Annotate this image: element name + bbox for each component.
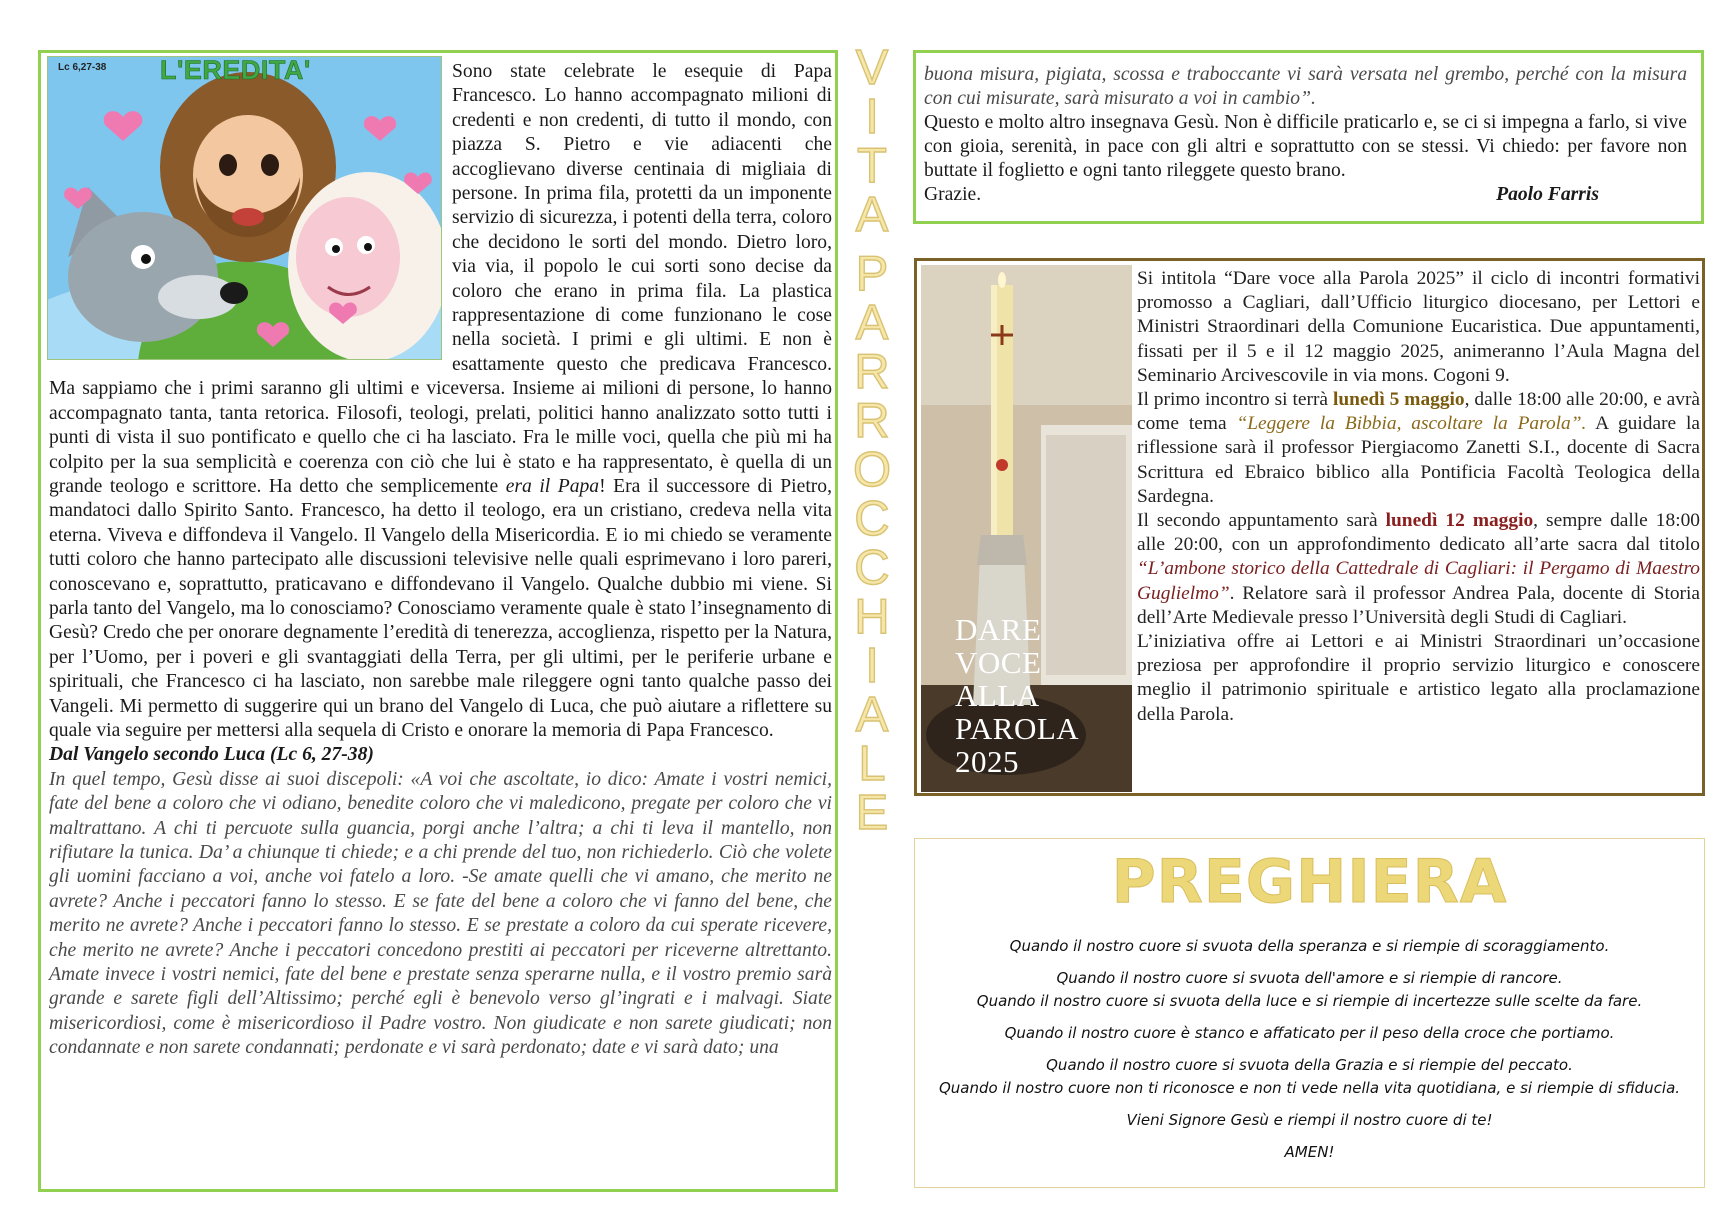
photo-caption (955, 613, 1079, 778)
photo-caption-line: ALLA (955, 678, 1040, 713)
vertical-letter: A (855, 296, 889, 350)
prayer-text (915, 935, 1704, 1164)
gospel-text: In quel tempo, Gesù disse ai suoi discepoli: «A voi che ascoltate, io dico: Amate i vostri nemici, fate del bene a coloro che vi odiano, benedite coloro che vi maledicono, pregate per coloro che vi maltrattano. A chi ti percuote sulla guancia, porgi anche l’altra; a chi ti leva il mantello, non rifiutare la tunica. Da’ a chiunque ti chiede; e a chi prende del tuo, non richiederlo. Ciò che volete gli uomini facciano a voi, anche voi fatelo a loro. -Se amate quelli che vi amano, che merito ne avrete? Anche i peccatori fanno lo stesso. E se fate del bene a coloro che vi fanno del bene, che merito ne avrete? Anche i peccatori fanno lo stesso. E se prestate a coloro da cui sperate ricevere, che merito ne avrete? Anche i peccatori concedono prestiti ai peccatori per riceverne altrettanto. Amate invece i vostri nemici, fate del bene e prestate senza sperarne nulla, e il vostro premio sarà grande e sarete figli dell’Altissimo; perché egli è benevolo verso gl’ingrati e i malvagi. Siate misericordiosi, come è misericordioso il Padre vostro. Non giudicate e non sarete giudicati; non condannate e non sarete condannati; perdonate e vi sarà perdonato; date e vi sarà dato; una (49, 768, 832, 1059)
prayer-box (914, 838, 1705, 1188)
article-italic-phrase: era il Papa (505, 475, 600, 497)
event-paragraph-1: Si intitola “Dare voce alla Parola 2025” il ciclo di incontri formativi promosso a Cagliari, dall’Ufficio liturgico diocesano, per Lettori e Ministri Straordinari della Comunione Eucaristica. Due appuntamenti, fissati per il 5 e il 12 maggio 2025, animeranno l’Aula Magna del Seminario Arcivescovile in via mons. Cogoni 9. (1137, 268, 1700, 386)
event-announcement-box (914, 258, 1705, 796)
p2-time: , dalle 18:00 alle 20:00, e avrà come tema (1137, 389, 1701, 435)
vertical-letter: R (854, 345, 890, 399)
prayer-amen: AMEN! (1284, 1143, 1335, 1161)
photo-caption-line: VOCE (955, 645, 1042, 680)
vertical-letter: L (858, 737, 886, 791)
gospel-quote-continuation: buona misura, pigiata, scossa e traboccante vi sarà versata nel grembo, perché con la misura con cui misurate, sarà misurato a voi in cambio”. (924, 64, 1687, 109)
p3-speaker: . Relatore sarà il professor Andrea Pala, docente di Storia dell’Arte Medievale presso l’Università degli Studi di Cagliari. (1137, 582, 1700, 628)
article-body-part1: Sono state celebrate le esequie di Papa Francesco. Lo hanno accompagnato milioni di credenti e non credenti, di tutto il mondo, con piazza S. Pietro e vie adiacenti che accoglievano diverse centinaia di migliaia di persone. In prima fila, protetti da un imponente servizio di sicurezza, i potenti della terra, coloro che decidono le sorti del mondo. Dietro loro, via via, il popolo le cui sorti sono decise da coloro che erano in prima fila. La plastica rappresentazione di come funzionano le cose nella società. I primi e gli ultimi. E non è esattamente questo che predicava Francesco. Ma sappiamo che i primi saranno gli ultimi e viceversa. Insieme ai milioni di persone, lo hanno accompagnato tanta, tanta retorica. Filosofi, teologi, prelati, politici hanno analizzato sotto tutti i punti di vista il suo pontificato e quello che ci ha lasciato. Fra le mille voci, quella che più mi ha colpito per la sua semplicità e coerenza con ciò che lui è stato e ha rappresentato, è quella di un grande teologo e scrittore. Ha detto che semplicemente (49, 61, 832, 497)
author-signature: Paolo Farris (1496, 184, 1599, 205)
illustration-title: L'EREDITA' (160, 56, 311, 85)
vertical-letter: C (854, 541, 890, 595)
p2-lead: Il primo incontro si terrà (1137, 389, 1333, 411)
prayer-line: Quando il nostro cuore si svuota dell'amore e si riempie di rancore. (1056, 969, 1563, 987)
event-paragraph-3 (1137, 509, 1700, 630)
second-meeting-theme: “L’ambone storico della Cattedrale di Cagliari: il Pergamo di Maestro Guglielmo” (1137, 558, 1700, 604)
vertical-section-title (842, 41, 902, 1210)
first-meeting-date: lunedì 5 maggio (1332, 389, 1465, 411)
illustration-spacer (49, 60, 446, 364)
closing-body: Questo e molto altro insegnava Gesù. Non è difficile praticarlo e, se ci si impegna a farlo, si vive con gioia, serenità, in pace con gli altri e soprattutto con se stessi. Vi chiedo: per favore non buttate il foglietto e ogni tanto rileggete questo brano. (924, 112, 1687, 181)
prayer-line: Vieni Signore Gesù e riempi il nostro cuore di te! (1126, 1111, 1493, 1129)
prayer-gap (915, 1132, 1704, 1141)
p2-speaker: A guidare la riflessione sarà il professor Piergiacomo Zanetti S.I., docente di Sacra Scrittura ed Ebraico biblico alla Pontificia Facoltà Teologica della Sardegna. (1137, 413, 1701, 507)
event-text (1137, 267, 1700, 727)
vertical-letter: I (865, 90, 879, 144)
photo-caption-line: DARE (955, 612, 1042, 647)
prayer-line: Quando il nostro cuore è stanco e affaticato per il peso della croce che portiamo. (1004, 1024, 1615, 1042)
prayer-line: Quando il nostro cuore si svuota della speranza e si riempie di scoraggiamento. (1009, 937, 1610, 955)
p3-lead: Il secondo appuntamento sarà (1137, 510, 1386, 532)
article-continuation-box (913, 50, 1704, 224)
photo-caption-line: PAROLA (955, 711, 1080, 746)
p3-time: , sempre dalle 18:00 alle 20:00, con un approfondimento dedicato all’arte sacra dal titolo (1137, 510, 1700, 556)
vertical-letter: R (854, 394, 890, 448)
vertical-letter: H (854, 590, 890, 644)
article-body-part2: ! Era il successore di Pietro, mandatoci dallo Spirito Santo. Francesco, ha detto il teologo, era un cristiano, credeva nella vita eterna. Viveva e diffondeva il Vangelo. Il Vangelo della Misericordia. E io mi chiedo se veramente tutti coloro che hanno partecipato alle discussioni televisive nelle quali esprimevano i loro pareri, conoscevano e, soprattutto, praticavano e diffondevano il Vangelo. Qualche dubbio mi viene. Si parla tanto del Vangelo, ma lo conosciamo? Conosciamo veramente quale è stato l’insegnamento di Gesù? Credo che per onorare degnamente l’eredità di tenerezza, accoglienza, rispetto per la Natura, per l’Uomo, per i poveri e gli svantaggiati della Terra, per gli ultimi, per le periferie urbane e spirituali, che Francesco ci ha lasciato, non sarebbe male rileggere ogni tanto qualche passo dei Vangeli. Mi permetto di suggerire qui un brano del Vangelo di Luca, che può aiutare a riflettere su quale via seguire per mettersi alla sequela di Cristo e onorare la memoria di Papa Francesco. (49, 475, 832, 741)
thanks-text: Grazie. (924, 184, 982, 205)
prayer-gap (915, 1013, 1704, 1022)
candle-photo (921, 265, 1132, 792)
vertical-letter: E (855, 786, 889, 840)
vertical-letter: I (865, 639, 879, 693)
illustration-reference: Lc 6,27-38 (58, 62, 107, 73)
second-meeting-date: lunedì 12 maggio (1385, 510, 1534, 532)
vertical-letter: P (855, 247, 889, 301)
event-paragraph-4: L’iniziativa offre ai Lettori e ai Ministri Straordinari un’occasione preziosa per approfondire il proprio servizio liturgico e conoscere meglio il patrimonio spirituale e artistico legato alla proclamazione della Parola. (1137, 631, 1700, 725)
prayer-gap (915, 1100, 1704, 1109)
left-article-text (49, 60, 832, 1061)
prayer-gap (915, 958, 1704, 967)
prayer-line: Quando il nostro cuore non ti riconosce e non ti vede nella vita quotidiana, e si riempie di sfiducia. (938, 1079, 1681, 1097)
left-article-box (38, 50, 838, 1192)
prayer-line: Quando il nostro cuore si svuota della Grazia e si riempie del peccato. (1046, 1056, 1573, 1074)
gospel-title: Dal Vangelo secondo Luca (Lc 6, 27-38) (49, 744, 374, 766)
vertical-letter: A (855, 688, 889, 742)
vertical-letter: T (857, 139, 887, 193)
prayer-line: Quando il nostro cuore si svuota della luce e si riempie di incertezze sulle scelte da fare. (976, 992, 1643, 1010)
vertical-letter: C (854, 492, 890, 546)
photo-caption-line: 2025 (955, 744, 1019, 779)
prayer-title: PREGHIERA (1111, 847, 1508, 917)
prayer-gap (915, 1045, 1704, 1054)
event-paragraph-2 (1137, 388, 1700, 509)
vertical-letter: O (852, 443, 892, 497)
vertical-letter: A (855, 188, 889, 242)
vertical-letter: V (855, 41, 889, 95)
first-meeting-theme: “Leggere la Bibbia, ascoltare la Parola”. (1236, 413, 1587, 435)
signature-row (924, 183, 1687, 207)
